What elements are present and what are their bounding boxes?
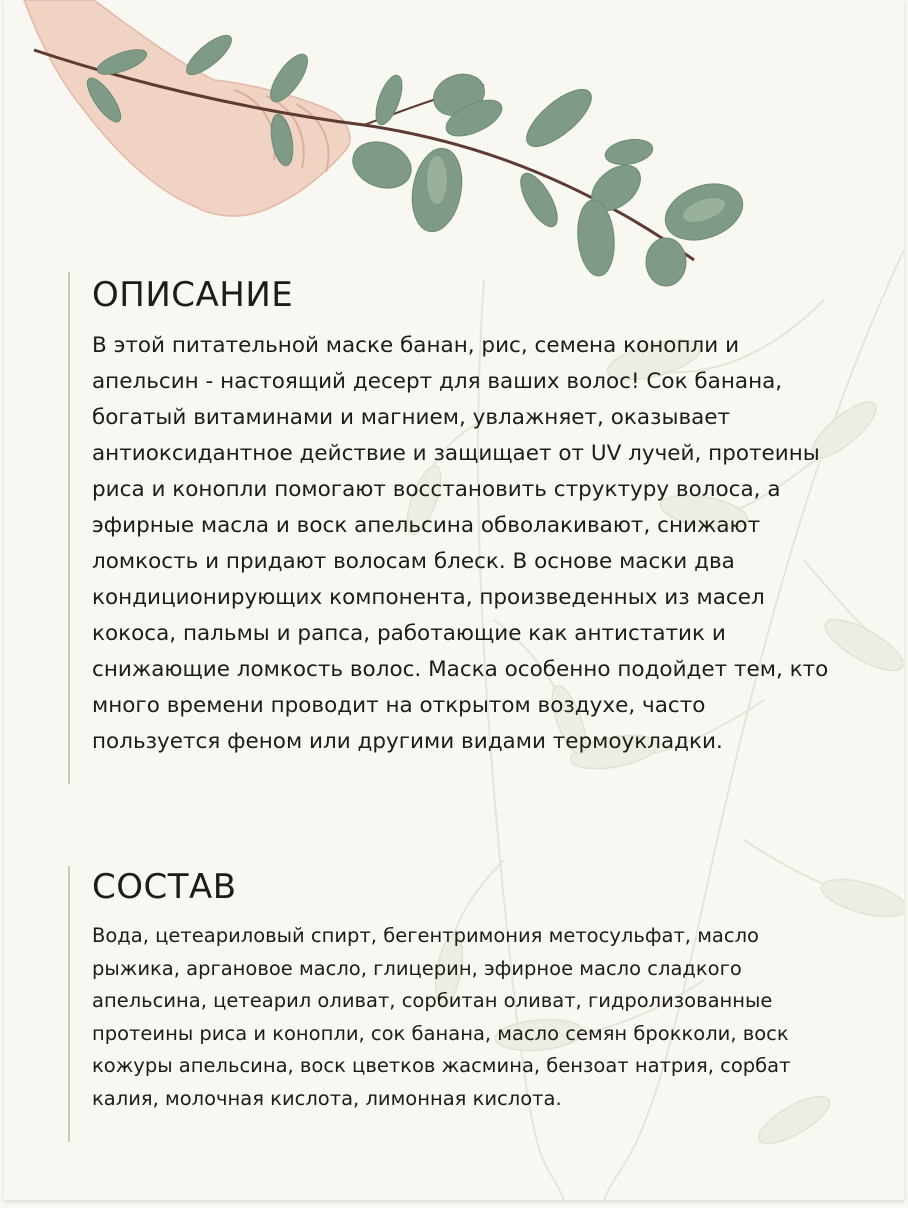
description-section xyxy=(68,272,828,784)
composition-text: Вода, цетеариловый спирт, бегентримония метосульфат, масло рыжика, аргановое масло, глицерин, эфирное масло сладкого апельсина, цетеарил оливат, сорбитан оливат, гидролизованные протеины риса и конопли, сок банана, масло семян брокколи, воск кожуры апельсина, воск цветков жасмина, бензоат натрия, сорбат калия, молочная кислота, лимонная кислота. xyxy=(92,924,791,1110)
product-card xyxy=(4,0,904,1200)
accent-rule xyxy=(68,272,70,784)
hand-with-eucalyptus-icon xyxy=(4,0,764,300)
description-heading: ОПИСАНИЕ xyxy=(92,275,294,315)
composition-heading: СОСТАВ xyxy=(92,867,237,907)
description-text: В этой питательной маске банан, рис, семена конопли и апельсин - настоящий десерт для ваших волос! Сок банана, богатый витаминами и магнием, увлажняет, оказывает антиоксидантное действие и защищает от UV лучей, протеины риса и конопли помогают восстановить структуру волоса, а эфирные масла и воск апельсина обволакивают, снижают ломкость и придают волосам блеск. В основе маски два кондиционирующих компонента, произведенных из масел кокоса, пальмы и рапса, работающие как антистатик и снижающие ломкость волос. Маска особенно подойдет тем, кто много времени проводит на открытом воздухе, часто пользуется феном или другими видами термоукладки. xyxy=(92,333,829,754)
composition-section xyxy=(68,866,828,1142)
accent-rule xyxy=(68,866,70,1142)
